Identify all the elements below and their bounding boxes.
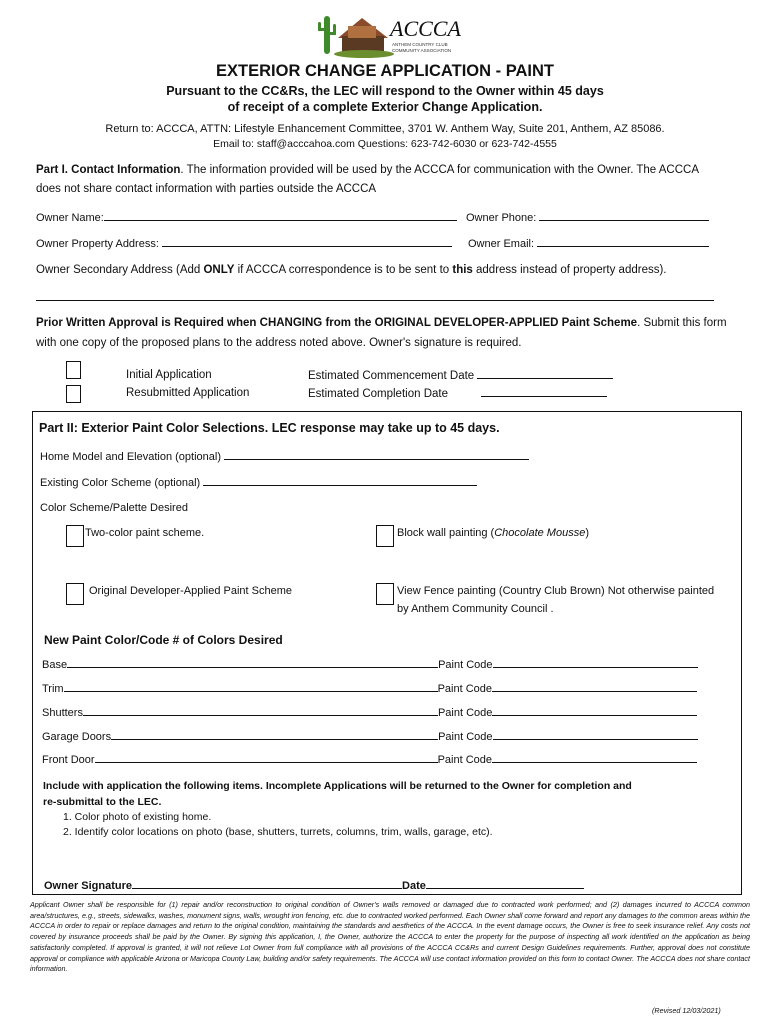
owner-phone-line[interactable]: [539, 211, 709, 221]
paint-code-line[interactable]: [493, 658, 698, 668]
logo-subtitle-2: COMMUNITY ASSOCIATION: [392, 48, 452, 53]
approval-bold: Prior Written Approval is Required when CHANGING from the ORIGINAL DEVELOPER-APPLIED Paint Scheme: [36, 317, 638, 329]
view-fence-label-2: by Anthem Community Council .: [397, 603, 554, 615]
commencement-date-label: Estimated Commencement Date: [308, 370, 475, 382]
block-wall-close: ): [585, 527, 589, 539]
color-row[interactable]: [42, 658, 698, 671]
color-row-line[interactable]: [67, 658, 438, 668]
part1-heading: Part I. Contact Information: [36, 164, 181, 176]
paint-code-line[interactable]: [492, 682, 697, 692]
owner-name-line[interactable]: [104, 211, 457, 221]
disclaimer: Applicant Owner shall be responsible for (1) repair and/or reconstruction to original condition of Owner's walls removed or damaged due to contracted work performed; and (2) damages incurred to ACCCA common area/structures, e.g., streets, sidewalks, washes, monument signs, walls, wrought iron fencing, etc. due to contracted worked performed. Each Owner shall come forward and report any damages to the common areas within the ACCCA in order to repair or replace damages and return to the original condition, maintaining the standards and aesthetics of the ACCCA. In the event damage occurs, the Owner is free to seek insurance relief. Any costs not covered by insurance proceeds shall be paid by the Owner. By signing this application, I, the Owner, authorize the ACCCA to enter the property for the purpose of inspecting all work identified on the application as being satisfactorily completed. If approval is granted, it will not relieve Lot Owner from full compliance with all provisions of the ACCCA CC&Rs and current Design Guidelines requirements. Further, approval does not constitute approval or compliance with applicable Arizona or Maricopa County Law, building and/or safety requirements. The ACCCA will use contact information provided on this form to contact Owner. The ACCCA does not share contact information.: [30, 900, 750, 974]
revised-date: (Revised 12/03/2021): [652, 1006, 721, 1015]
date-label: Date: [402, 880, 426, 892]
logo: [318, 10, 461, 58]
original-scheme-label: Original Developer-Applied Paint Scheme: [89, 585, 292, 597]
color-row[interactable]: [42, 753, 697, 766]
completion-date-line[interactable]: [481, 387, 607, 397]
paint-code-line[interactable]: [493, 730, 698, 740]
new-colors-heading: New Paint Color/Code # of Colors Desired: [44, 633, 283, 647]
paint-code-line[interactable]: [492, 706, 697, 716]
existing-scheme-field[interactable]: [40, 476, 477, 489]
original-scheme-checkbox[interactable]: [66, 583, 84, 605]
initial-application-label: Initial Application: [126, 369, 212, 381]
page-title: EXTERIOR CHANGE APPLICATION - PAINT: [216, 62, 554, 80]
color-row-line[interactable]: [95, 753, 438, 763]
block-wall-checkbox[interactable]: [376, 525, 394, 547]
secondary-text-a: Owner Secondary Address (Add: [36, 264, 204, 276]
owner-email-field[interactable]: [468, 237, 709, 250]
paint-code-label: Paint Code: [437, 683, 493, 695]
paint-code-label: Paint Code: [437, 707, 493, 719]
block-wall-color: Chocolate Mousse: [494, 527, 586, 539]
paint-code-label: Paint Code: [437, 754, 493, 766]
logo-name: ACCCA: [390, 16, 461, 41]
owner-address-line[interactable]: [162, 237, 452, 247]
block-wall-label: [397, 527, 589, 539]
subtitle-line-2: of receipt of a complete Exterior Change Application.: [227, 100, 543, 114]
part2-box: [32, 411, 742, 895]
home-model-label: Home Model and Elevation (optional): [40, 451, 221, 463]
initial-application-checkbox[interactable]: [66, 361, 81, 379]
existing-scheme-line[interactable]: [203, 476, 477, 486]
owner-address-label: Owner Property Address:: [36, 238, 159, 250]
commencement-date-field[interactable]: [308, 369, 613, 382]
color-row-label: Base: [42, 659, 68, 671]
approval-text-2: with one copy of the proposed plans to the address noted above. Owner's signature is required.: [36, 337, 522, 349]
owner-signature-field[interactable]: [44, 879, 584, 892]
part1-text: . The information provided will be used by the ACCCA for communication with the Owner. The ACCCA: [180, 164, 700, 176]
secondary-text-c: address instead of property address).: [472, 264, 667, 276]
signature-label: Owner Signature: [44, 880, 133, 892]
two-color-label: Two-color paint scheme.: [85, 527, 205, 539]
paint-code-label: Paint Code: [438, 731, 493, 743]
owner-name-field[interactable]: [36, 211, 457, 224]
color-row-line[interactable]: [111, 730, 438, 740]
existing-scheme-label: Existing Color Scheme (optional): [40, 477, 201, 489]
part2-heading: Part II: Exterior Paint Color Selections. LEC response may take up to 45 days.: [39, 421, 500, 435]
logo-subtitle: ANTHEM COUNTRY CLUB: [392, 42, 448, 47]
color-row[interactable]: [42, 706, 697, 719]
include-item-1: 1. Color photo of existing home.: [63, 811, 212, 823]
include-text-2: re-submittal to the LEC.: [43, 796, 162, 808]
owner-name-label: Owner Name:: [36, 212, 104, 224]
owner-address-field[interactable]: [36, 237, 452, 250]
color-row-label: Trim: [42, 683, 64, 695]
subtitle-line-1: Pursuant to the CC&Rs, the LEC will respond to the Owner within 45 days: [166, 84, 604, 98]
color-row-label: Front Door: [42, 754, 95, 766]
include-item-2: 2. Identify color locations on photo (base, shutters, turrets, columns, trim, walls, garage, etc).: [63, 826, 493, 838]
color-row[interactable]: [42, 730, 698, 743]
two-color-checkbox[interactable]: [66, 525, 84, 547]
secondary-address-label: [36, 264, 667, 276]
palette-label: Color Scheme/Palette Desired: [40, 502, 188, 514]
home-model-line[interactable]: [224, 450, 529, 460]
owner-phone-label: Owner Phone:: [466, 212, 537, 224]
return-address: Return to: ACCCA, ATTN: Lifestyle Enhancement Committee, 3701 W. Anthem Way, Suite 201, Anthem, AZ 85086.: [105, 123, 665, 135]
color-row-line[interactable]: [83, 706, 438, 716]
part1-intro: [36, 164, 756, 176]
secondary-this: this: [452, 264, 473, 276]
color-row[interactable]: [42, 682, 697, 695]
color-row-label: Shutters: [42, 707, 83, 719]
paint-code-label: Paint Code: [438, 659, 493, 671]
color-row-line[interactable]: [64, 682, 438, 692]
owner-phone-field[interactable]: [466, 211, 709, 224]
approval-text-1: . Submit this form: [637, 317, 727, 329]
owner-email-label: Owner Email:: [468, 238, 535, 250]
contact-email: Email to: staff@acccahoa.com Questions: 623-742-6030 or 623-742-4555: [213, 138, 557, 150]
color-row-label: Garage Doors: [42, 731, 112, 743]
completion-date-label: Estimated Completion Date: [308, 388, 448, 400]
view-fence-checkbox[interactable]: [376, 583, 394, 605]
part1-text-2: does not share contact information with parties outside the ACCCA: [36, 183, 377, 195]
secondary-only: ONLY: [203, 264, 235, 276]
block-wall-text: Block wall painting (: [397, 527, 495, 539]
home-model-field[interactable]: [40, 450, 529, 463]
view-fence-label: View Fence painting (Country Club Brown) Not otherwise painted: [397, 585, 715, 597]
secondary-text-b: if ACCCA correspondence is to be sent to: [234, 264, 453, 276]
include-text-1: Include with application the following items. Incomplete Applications will be returned to the Owner for completion and: [43, 780, 632, 792]
date-line[interactable]: [426, 879, 584, 889]
resubmitted-application-label: Resubmitted Application: [126, 387, 250, 399]
paint-code-line[interactable]: [492, 753, 697, 763]
signature-line[interactable]: [132, 879, 402, 889]
approval-notice: [36, 317, 727, 329]
completion-date-field[interactable]: [308, 387, 607, 400]
resubmitted-application-checkbox[interactable]: [66, 385, 81, 403]
secondary-address-line[interactable]: [36, 300, 714, 301]
owner-email-line[interactable]: [537, 237, 709, 247]
commencement-date-line[interactable]: [477, 369, 613, 379]
